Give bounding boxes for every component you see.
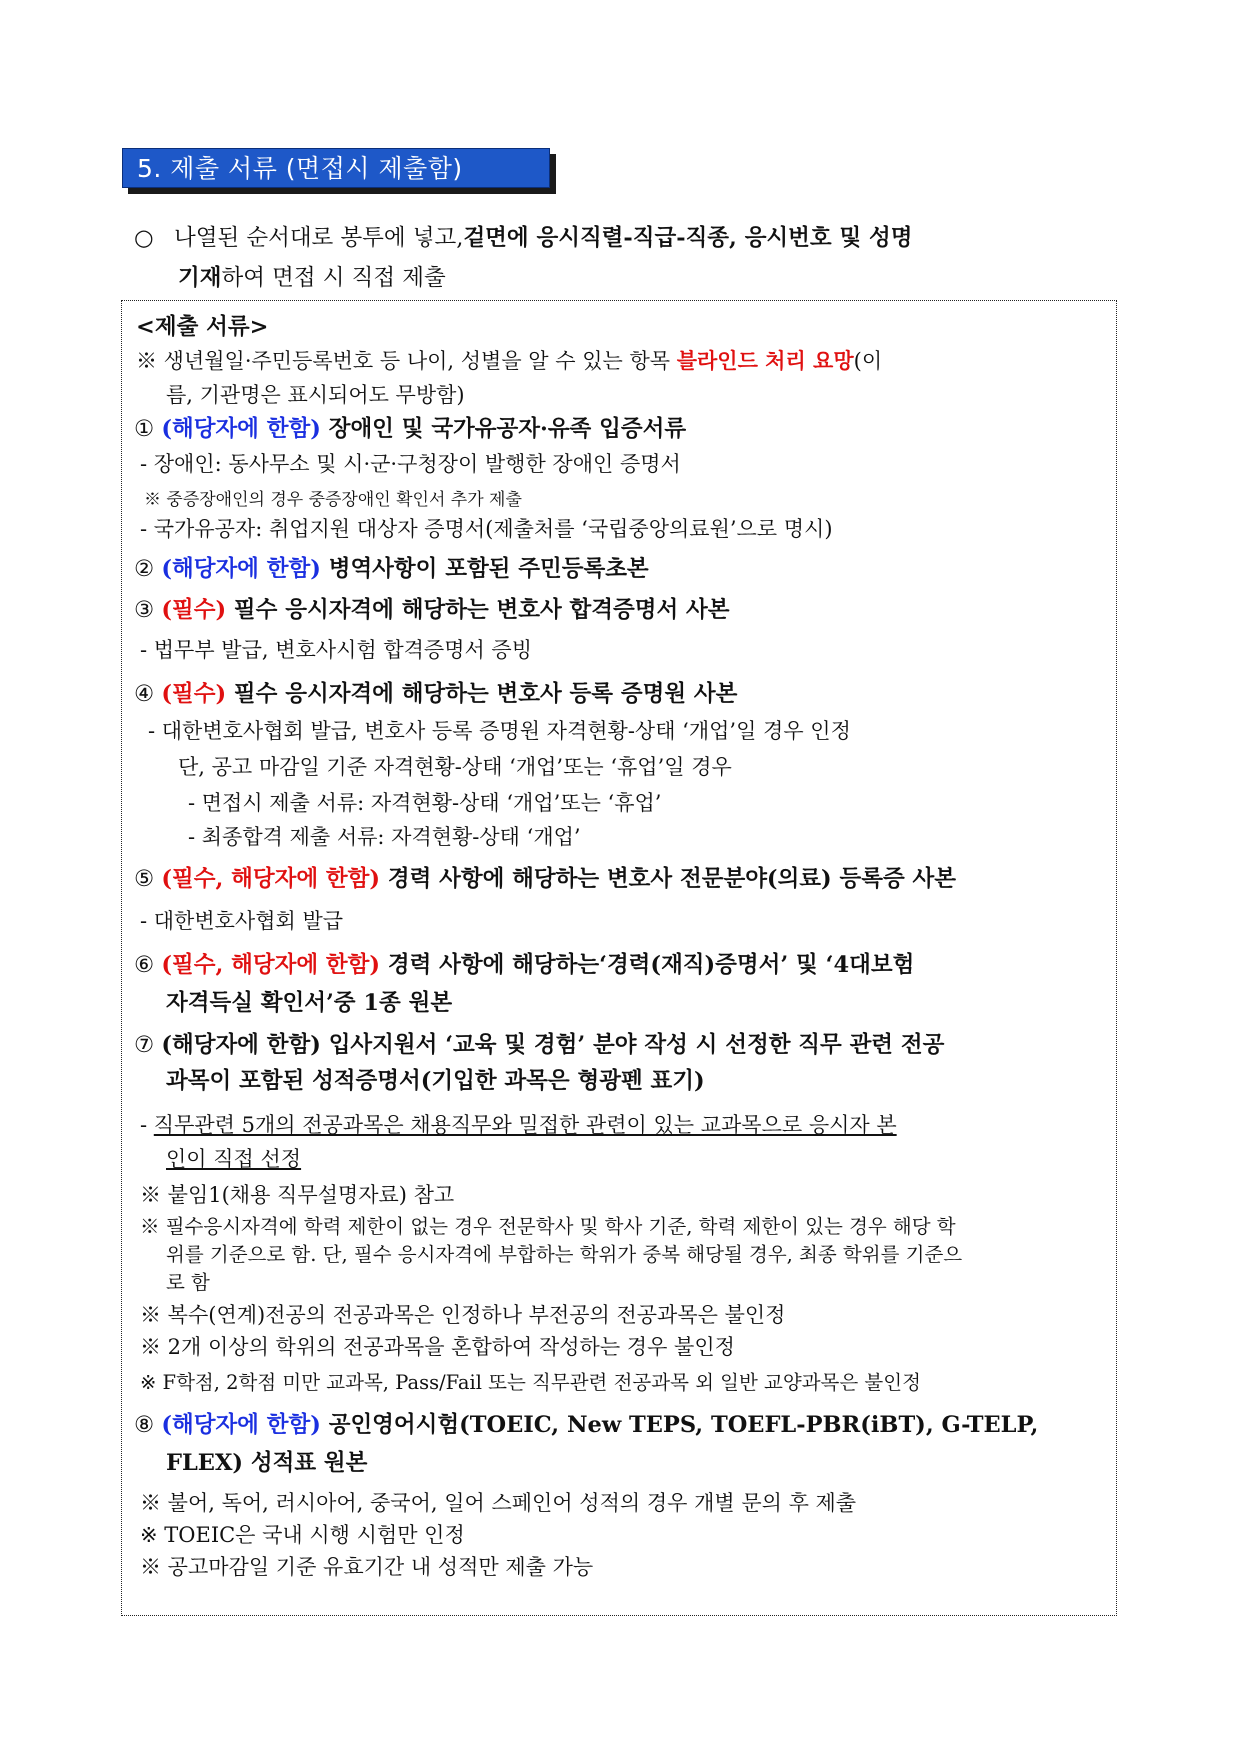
item-6-title: ⑥ (필수, 해당자에 한함) 경력 사항에 해당하는‘경력(재직)증명서’ 및 ‘4대보험 [134, 952, 915, 978]
item-7-title: ⑦ (해당자에 한함) 입사지원서 ‘교육 및 경험’ 분야 작성 시 선정한 직무 관련 전공 [134, 1032, 945, 1058]
item-4-sub-1: - 대한변호사협회 발급, 변호사 등록 증명원 자격현황-상태 ‘개업’일 경우 인정 [148, 719, 851, 743]
item-7-note-4: ※ 2개 이상의 학위의 전공과목을 혼합하여 작성하는 경우 불인정 [140, 1335, 735, 1359]
item-7-note-2b: 위를 기준으로 함. 단, 필수 응시자격에 부합하는 학위가 중복 해당될 경우, 최종 학위를 기준으 [166, 1243, 963, 1266]
item-1-title: ① (해당자에 한함) 장애인 및 국가유공자·유족 입증서류 [134, 416, 687, 442]
item-2-title: ② (해당자에 한함) 병역사항이 포함된 주민등록초본 [134, 556, 649, 582]
item-5-sub-1: - 대한변호사협회 발급 [140, 909, 344, 933]
item-7-note-2: ※ 필수응시자격에 학력 제한이 없는 경우 전문학사 및 학사 기준, 학력 제한이 있는 경우 해당 학 [140, 1215, 956, 1238]
section-title: 5. 제출 서류 (면접시 제출함) [122, 148, 550, 188]
item-7-sub-1-cont: 인이 직접 선정 [166, 1147, 302, 1171]
intro-bold-1: 겉면에 응시직렬-직급-직종, 응시번호 및 성명 [463, 225, 913, 251]
item-7-note-5: ※ F학점, 2학점 미만 교과목, Pass/Fail 또는 직무관련 전공과목 외 일반 교양과목은 불인정 [140, 1371, 921, 1394]
item-5-title: ⑤ (필수, 해당자에 한함) 경력 사항에 해당하는 변호사 전문분야(의료) 등록증 사본 [134, 866, 957, 892]
item-8-note-2: ※ TOEIC은 국내 시행 시험만 인정 [140, 1523, 465, 1547]
item-8-title-cont: FLEX) 성적표 원본 [166, 1450, 368, 1476]
item-4-sub-2: 단, 공고 마감일 기준 자격현황-상태 ‘개업’또는 ‘휴업’일 경우 [178, 755, 732, 779]
item-7-note-2c: 로 함 [166, 1271, 210, 1294]
item-4-sub-3: - 면접시 제출 서류: 자격현황-상태 ‘개업’또는 ‘휴업’ [188, 791, 662, 815]
item-3-title: ③ (필수) 필수 응시자격에 해당하는 변호사 합격증명서 사본 [134, 597, 730, 623]
intro-text-1: 나열된 순서대로 봉투에 넣고, [174, 225, 464, 251]
item-8-title: ⑧ (해당자에 한함) 공인영어시험(TOEIC, New TEPS, TOEFL-PBR(iBT), G-TELP, [134, 1412, 1039, 1438]
box-heading: <제출 서류> [136, 314, 269, 340]
intro-text-2: 하여 면접 시 직접 제출 [221, 265, 446, 291]
intro-bold-2: 기재 [178, 265, 222, 291]
item-7-title-cont: 과목이 포함된 성적증명서(기입한 과목은 형광펜 표기) [166, 1068, 705, 1094]
intro-bullet: ○ [134, 225, 154, 251]
item-6-title-cont: 자격득실 확인서’중 1종 원본 [166, 990, 453, 1016]
intro-paragraph [134, 218, 1124, 298]
item-7-note-3: ※ 복수(연계)전공의 전공과목은 인정하나 부전공의 전공과목은 불인정 [140, 1303, 786, 1327]
blind-note-highlight: 블라인드 처리 요망 [676, 348, 854, 373]
item-8-note-1: ※ 불어, 독어, 러시아어, 중국어, 일어 스페인어 성적의 경우 개별 문의 후 제출 [140, 1491, 857, 1515]
blind-note-cont: 름, 기관명은 표시되어도 무방함) [166, 383, 465, 407]
document-list-box [121, 300, 1117, 1616]
item-7-sub-1: - 직무관련 5개의 전공과목은 채용직무와 밀접한 관련이 있는 교과목으로 응시자 본 [140, 1113, 897, 1137]
item-3-sub-1: - 법무부 발급, 변호사시험 합격증명서 증빙 [140, 638, 533, 662]
item-8-note-3: ※ 공고마감일 기준 유효기간 내 성적만 제출 가능 [140, 1555, 594, 1579]
item-1-sub-2: - 국가유공자: 취업지원 대상자 증명서(제출처를 ‘국립중앙의료원’으로 명시) [140, 517, 833, 541]
item-1-note: ※ 중증장애인의 경우 중증장애인 확인서 추가 제출 [144, 490, 522, 510]
item-1-sub-1: - 장애인: 동사무소 및 시·군·구청장이 발행한 장애인 증명서 [140, 452, 681, 476]
blind-note: ※ 생년월일·주민등록번호 등 나이, 성별을 알 수 있는 항목 블라인드 처리 요망(이 [136, 348, 883, 373]
item-7-note-1: ※ 붙임1(채용 직무설명자료) 참고 [140, 1183, 455, 1207]
item-4-sub-4: - 최종합격 제출 서류: 자격현황-상태 ‘개업’ [188, 825, 581, 849]
item-4-title: ④ (필수) 필수 응시자격에 해당하는 변호사 등록 증명원 사본 [134, 681, 738, 707]
